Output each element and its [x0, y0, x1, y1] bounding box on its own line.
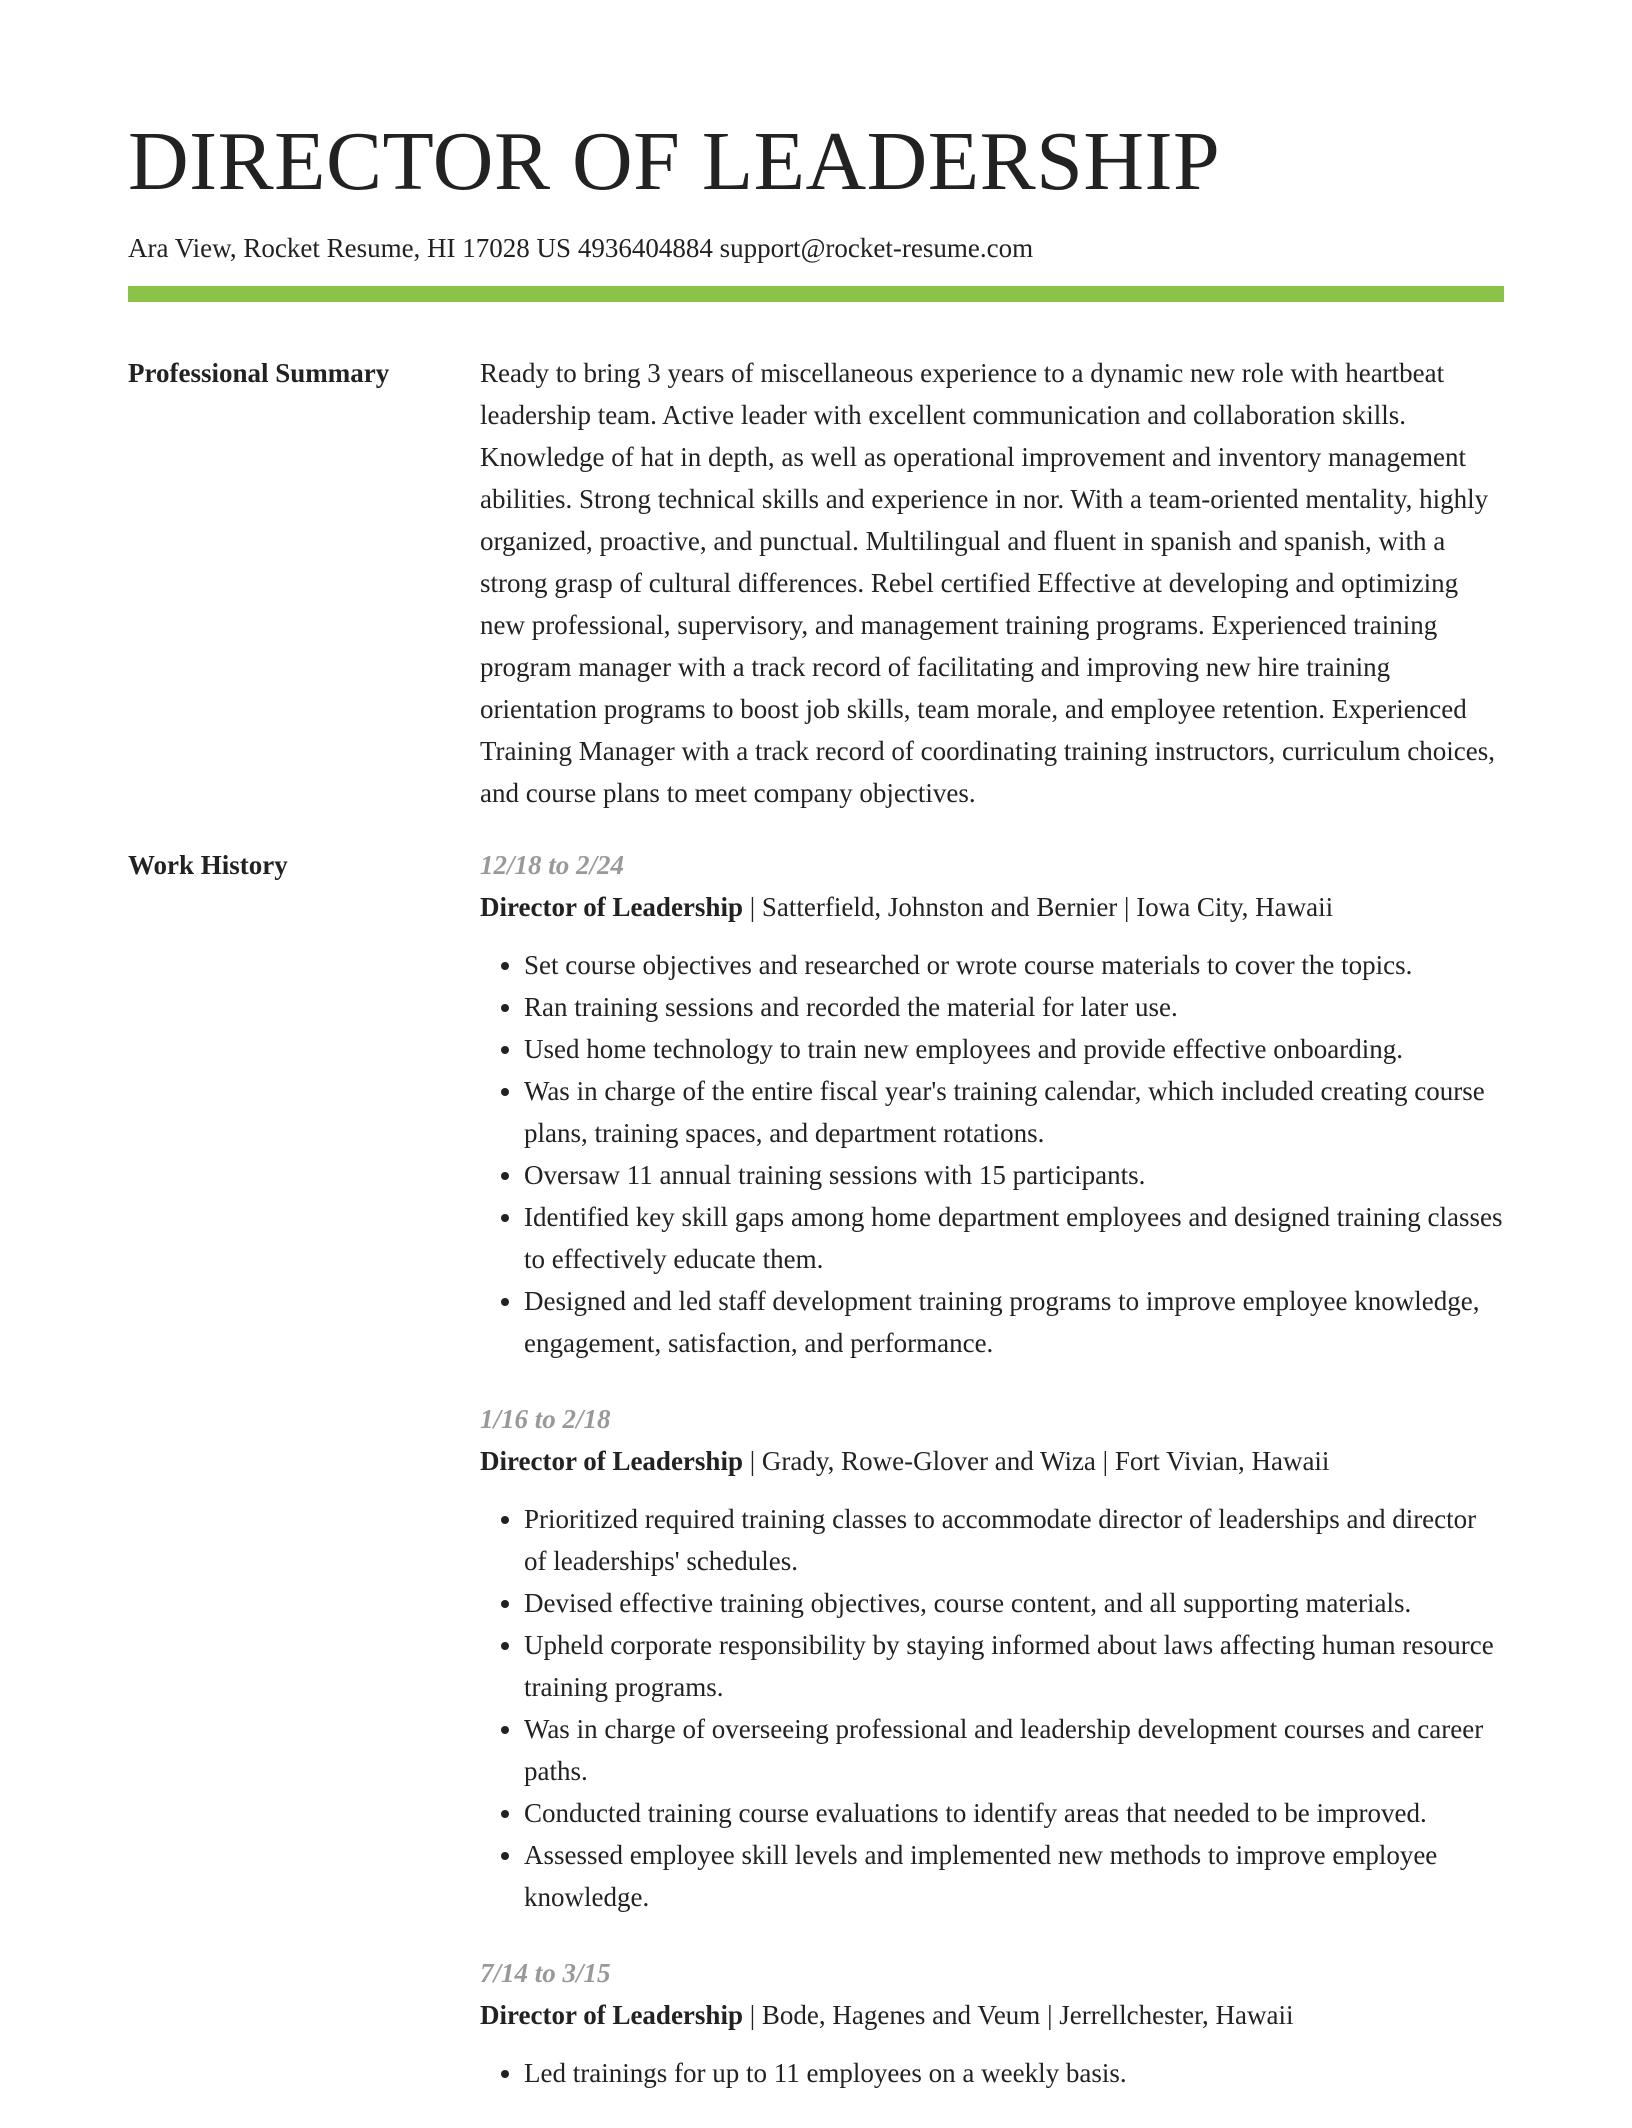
job-dates: 7/14 to 3/15 — [480, 1958, 611, 1989]
job-entry — [480, 1952, 1504, 2094]
job-bullet: • Set course objectives and researched or wrote course materials to cover the topics. — [524, 944, 1504, 986]
job-bullet: • Was in charge of overseeing professional and leadership development courses and career paths. — [524, 1708, 1504, 1792]
job-company: Grady, Rowe-Glover and Wiza — [761, 1446, 1096, 1477]
work-history-heading: Work History — [128, 850, 288, 881]
job-bullets — [480, 2052, 1504, 2094]
summary-heading: Professional Summary — [128, 358, 390, 389]
job-bullet: • Oversaw 11 annual training sessions with 15 participants. — [524, 1154, 1504, 1196]
contact-address: Ara View, Rocket Resume, HI 17028 US — [128, 233, 572, 263]
job-bullet: • Upheld corporate responsibility by staying informed about laws affecting human resource training programs. — [524, 1624, 1504, 1708]
job-bullet: • Ran training sessions and recorded the material for later use. — [524, 986, 1504, 1028]
contact-phone: 4936404884 — [577, 233, 713, 263]
job-header — [480, 1994, 1504, 2036]
job-header — [480, 886, 1504, 928]
summary-text: Ready to bring 3 years of miscellaneous experience to a dynamic new role with heartbeat leadership team. Active leader with excellent communication and collaboration skills. Knowledge of hat in depth, as well as operational improvement and inventory management abilities. Strong technical skills and experience in nor. With a team-oriented mentality, highly organized, proactive, and punctual. Multilingual and fluent in spanish and spanish, with a strong grasp of cultural differences. Rebel certified Effective at developing and optimizing new professional, supervisory, and management training programs. Experienced training program manager with a track record of facilitating and improving new hire training orientation programs to boost job skills, team morale, and employee retention. Experienced Training Manager with a track record of coordinating training instructors, curriculum choices, and course plans to meet company objectives. — [480, 358, 1495, 809]
job-title: Director of Leadership — [480, 892, 743, 923]
job-separator: | — [1102, 1446, 1115, 1477]
job-entry — [480, 844, 1504, 1364]
job-bullet: • Designed and led staff development training programs to improve employee knowledge, engagement, satisfaction, and performance. — [524, 1280, 1504, 1364]
job-dates: 1/16 to 2/18 — [480, 1404, 611, 1435]
contact-email: support@rocket-resume.com — [719, 233, 1034, 263]
contact-line — [128, 232, 1504, 264]
job-bullet: • Identified key skill gaps among home department employees and designed training classes to effectively educate them. — [524, 1196, 1504, 1280]
professional-summary-section — [128, 352, 1504, 814]
job-location: Iowa City, Hawaii — [1136, 892, 1334, 923]
job-separator: | — [1124, 892, 1137, 923]
job-entry — [480, 1398, 1504, 1918]
work-history-list — [480, 844, 1504, 2128]
job-bullet: • Was in charge of the entire fiscal year's training calendar, which included creating course plans, training spaces, and department rotations. — [524, 1070, 1504, 1154]
job-location: Fort Vivian, Hawaii — [1114, 1446, 1330, 1477]
resume-title: DIRECTOR OF LEADERSHIP — [128, 115, 1221, 208]
job-bullets — [480, 944, 1504, 1364]
work-history-section — [128, 844, 1504, 2128]
accent-divider — [128, 286, 1504, 302]
job-title: Director of Leadership — [480, 1446, 743, 1477]
job-separator: | — [749, 2000, 762, 2031]
job-dates: 12/18 to 2/24 — [480, 850, 625, 881]
job-bullet: • Conducted training course evaluations to identify areas that needed to be improved. — [524, 1792, 1504, 1834]
job-separator: | — [749, 1446, 762, 1477]
job-location: Jerrellchester, Hawaii — [1059, 2000, 1294, 2031]
job-bullet: • Used home technology to train new employees and provide effective onboarding. — [524, 1028, 1504, 1070]
job-bullets — [480, 1498, 1504, 1918]
job-separator: | — [1047, 2000, 1060, 2031]
job-header — [480, 1440, 1504, 1482]
job-bullet: • Led trainings for up to 11 employees on a weekly basis. — [524, 2052, 1504, 2094]
job-bullet: • Devised effective training objectives, course content, and all supporting materials. — [524, 1582, 1504, 1624]
job-bullet: • Prioritized required training classes to accommodate director of leaderships and director of leaderships' schedules. — [524, 1498, 1504, 1582]
job-company: Satterfield, Johnston and Bernier — [761, 892, 1118, 923]
job-title: Director of Leadership — [480, 2000, 743, 2031]
job-bullet: • Assessed employee skill levels and implemented new methods to improve employee knowledge. — [524, 1834, 1504, 1918]
job-company: Bode, Hagenes and Veum — [761, 2000, 1041, 2031]
job-separator: | — [749, 892, 762, 923]
